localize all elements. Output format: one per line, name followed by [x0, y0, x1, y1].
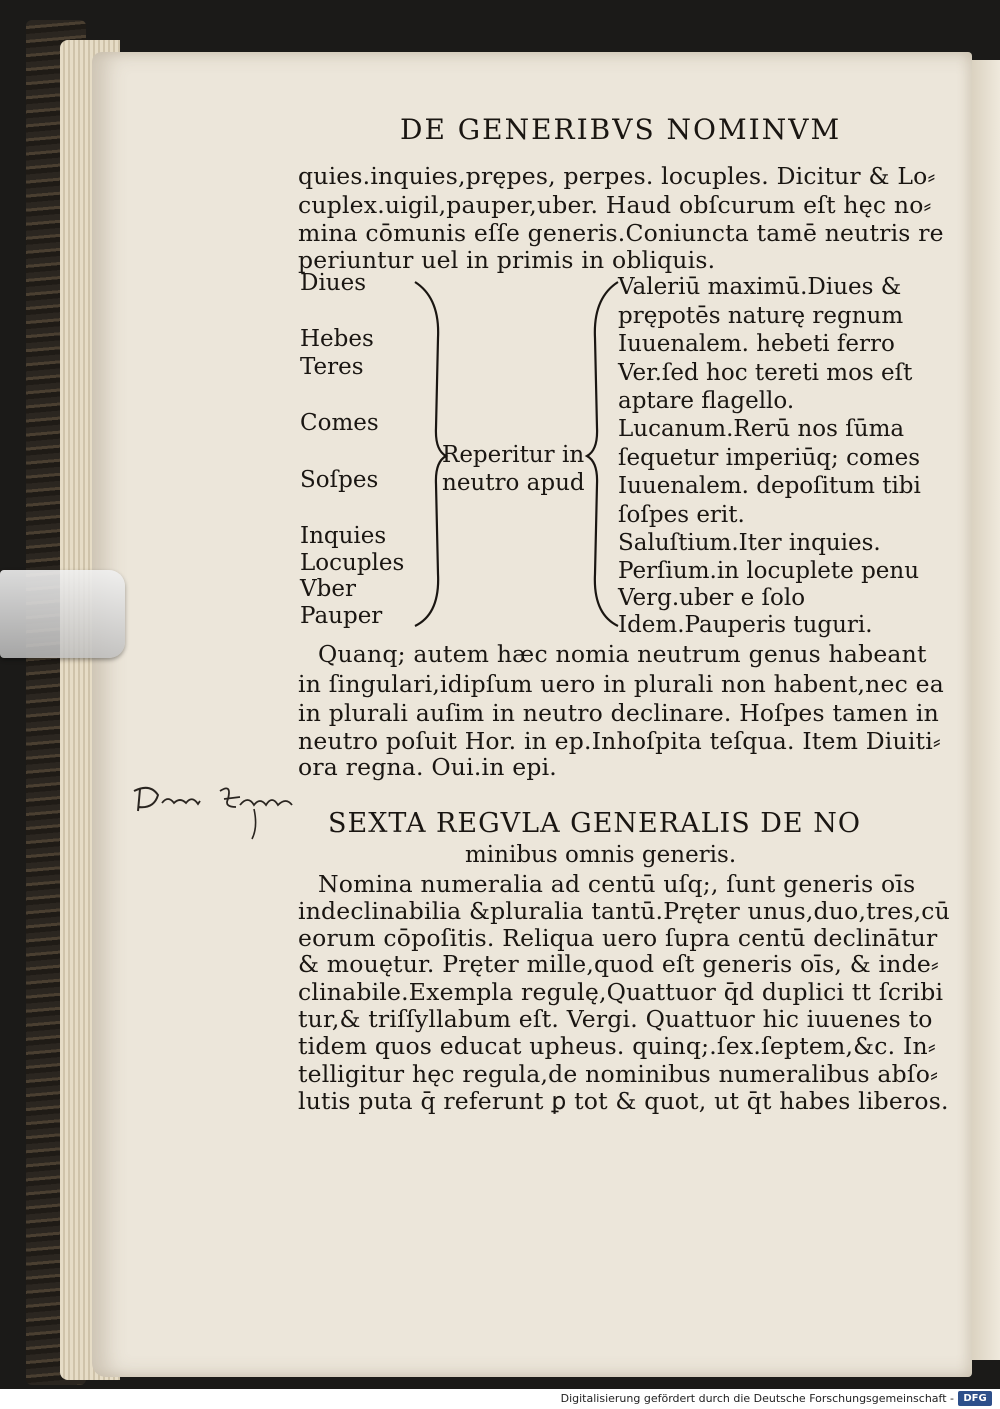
- paragraph-line: in plurali auſim in neutro declinare. Hoſpes tamen in: [298, 699, 939, 727]
- middle-line: neutro apud: [442, 470, 585, 496]
- left-word: Inquies: [300, 523, 387, 549]
- next-page-edge: [968, 60, 1000, 1360]
- left-word: Diues: [300, 270, 367, 296]
- citation-line: Iuuenalem. hebeti ferro: [618, 331, 895, 357]
- citation-line: Saluſtium.Iter inquies.: [618, 530, 881, 556]
- left-word: Pauper: [300, 603, 383, 629]
- section-line: tidem quos educat upheus. quinq;.ſex.ſeptem,&c. In⸗: [298, 1032, 936, 1060]
- citation-line: Lucanum.Rerū nos ſūma: [618, 416, 905, 442]
- section-heading: SEXTA REGVLA GENERALIS DE NO: [328, 808, 861, 839]
- page-clamp: [0, 570, 125, 658]
- left-word: Soſpes: [300, 467, 379, 493]
- citation-line: aptare flagello.: [618, 388, 795, 414]
- citation-line: Perſium.in locuplete penu: [618, 558, 920, 584]
- running-title: DE GENERIBVS NOMINVM: [400, 113, 842, 146]
- section-line: & mouętur. Pręter mille,quod eſt generis oīs, & inde⸗: [298, 950, 939, 978]
- section-line: indeclinabilia &pluralia tantū.Pręter unus,duo,tres,cū: [298, 897, 950, 925]
- section-line: Nomina numeralia ad centū uſq;, ſunt generis oīs: [318, 870, 916, 898]
- footer-bar: [0, 1389, 1000, 1409]
- citation-line: Verg.uber e ſolo: [618, 585, 806, 611]
- section-line: lutis puta q̄ referunt ꝑ tot & quot, ut q̄t habes liberos.: [298, 1087, 949, 1115]
- citation-line: Ver.ſed hoc tereti mos eſt: [618, 360, 913, 386]
- left-word: Hebes: [300, 326, 374, 352]
- citation-line: prępotēs naturę regnum: [618, 303, 904, 329]
- dfg-logo: DFG: [958, 1391, 992, 1406]
- paragraph-line: in ſingulari,idipſum uero in plurali non habent,nec ea: [298, 670, 944, 698]
- section-subheading: minibus omnis generis.: [465, 842, 737, 868]
- citation-line: Idem.Pauperis tuguri.: [618, 612, 873, 638]
- intro-line: mina cōmunis eſſe generis.Coniuncta tamē neutris re: [298, 219, 944, 247]
- intro-line: periuntur uel in primis in obliquis.: [298, 246, 716, 274]
- citation-line: ſequetur imperiūq; comes: [618, 445, 921, 471]
- citation-line: Valeriū maximū.Diues &: [618, 274, 902, 300]
- intro-line: cuplex.uigil,pauper,uber. Haud obſcurum eſt hęc no⸗: [298, 191, 932, 219]
- left-word: Teres: [300, 354, 364, 380]
- paragraph-line: Quanq; autem hæc nomia neutrum genus habeant: [318, 640, 927, 668]
- section-line: telligitur hęc regula,de nominibus numeralibus abſo⸗: [298, 1060, 939, 1088]
- left-word: Comes: [300, 410, 379, 436]
- section-line: tur,& triſſyllabum eſt. Vergi. Quattuor hic iuuenes to: [298, 1005, 933, 1033]
- intro-line: quies.inquies,prępes, perpes. locuples. Dicitur & Lo⸗: [298, 162, 936, 190]
- paragraph-line: neutro poſuit Hor. in ep.Inhoſpita teſqua. Item Diuiti⸗: [298, 727, 941, 755]
- section-line: clinabile.Exempla regulę,Quattuor q̄d duplici tt ſcribi: [298, 978, 944, 1006]
- left-word: Vber: [300, 576, 356, 602]
- right-brace: [583, 278, 623, 630]
- middle-line: Reperitur in: [442, 442, 585, 468]
- citation-line: Iuuenalem. depoſitum tibi: [618, 473, 921, 499]
- citation-line: ſoſpes erit.: [618, 502, 745, 528]
- left-word: Locuples: [300, 550, 405, 576]
- handwritten-margin-note: [128, 777, 308, 847]
- funding-credit: Digitalisierung gefördert durch die Deutsche Forschungsgemeinschaft -: [560, 1392, 954, 1405]
- section-line: eorum cōpoſitis. Reliqua uero ſupra centū declinātur: [298, 924, 938, 952]
- paragraph-line: ora regna. Oui.in epi.: [298, 753, 557, 781]
